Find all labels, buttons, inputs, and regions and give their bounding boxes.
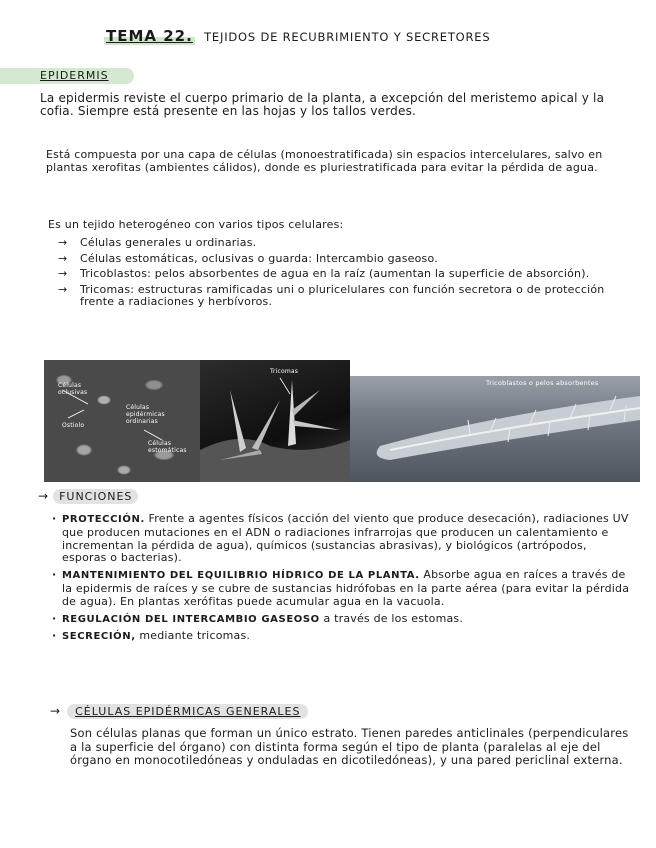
celulas-text: Son células planas que forman un único estrato. Tienen paredes anticlinales (perpendiculares a la superficie del órgano) con distinta forma según el tipo de planta (paralelas al eje del órgano en monocotiledóneas y onduladas en dicotiledóneas), y una pared periclinal externa. [70,726,629,767]
photo1-label: Células oclusivas [58,382,88,396]
epidermis-intro: La epidermis reviste el cuerpo primario de la planta, a excepción del meristemo apical y la cofia. Siempre está presente en las hojas y los tallos verdes. [40,91,605,118]
photo1-label: Células estomáticas [148,440,187,454]
root-hair-micrograph [350,376,640,482]
list-item: → Células estomáticas, oclusivas o guarda: Intercambio gaseoso. [58,253,624,266]
list-item: · PROTECCIÓN. Frente a agentes físicos (acción del viento que produce desecación), radiaciones UV que producen mutaciones en el ADN o radiaciones infrarrojas que producen un calentamiento e incrementan la pérdida de agua), químicos (sustancias abrasivas), y biológicos (artrópodos, esporas o bacterias). [52,513,632,565]
stomata-micrograph [44,360,200,482]
cell-types-list [58,237,624,312]
list-item: → Tricoblastos: pelos absorbentes de agua en la raíz (aumentan la superficie de absorción). [58,268,624,281]
title-text: TEJIDOS DE RECUBRIMIENTO Y SECRETORES [204,30,491,44]
epidermis-composition: Está compuesta por una capa de células (monoestratificada) sin espacios intercelulares, salvo en plantas xerofitas (ambientes cálidos), donde es pluriestratificada para evitar la pérdida de agua. [46,148,603,174]
list-item: → Células generales u ordinarias. [58,237,624,250]
list-item: · REGULACIÓN DEL INTERCAMBIO GASEOSO a través de los estomas. [52,613,632,627]
list-item: · MANTENIMIENTO DEL EQUILIBRIO HÍDRICO DE LA PLANTA. Absorbe agua en raíces a través de la epidermis de raíces y se cubre de sustancias hidrófobas en la parte aérea (para evitar la pérdida de agua). En plantas xerófitas puede acumular agua en la vacuola. [52,569,632,608]
arrow-icon: → [38,489,50,503]
photo1-label: Ostiolo [62,422,85,429]
photo1-label: Células epidérmicas ordinarias [126,404,165,425]
funciones-list [52,513,632,648]
list-item: → Tricomas: estructuras ramificadas uni o pluricelulares con función secretora o de protección frente a radiaciones y herbívoros. [58,284,624,309]
trichome-micrograph [200,360,350,482]
title-number: TEMA 22. [106,27,193,45]
funciones-heading: → FUNCIONES [38,489,138,503]
epidermis-heading: EPIDERMIS [0,68,134,84]
epidermis-heterogeneous: Es un tejido heterogéneo con varios tipos celulares: [48,218,344,231]
photo3-label: Tricoblastos o pelos absorbentes [486,379,599,387]
photo2-label: Tricomas [270,368,299,375]
page-title [104,26,490,45]
arrow-icon: → [50,704,62,718]
list-item: · SECRECIÓN, mediante tricomas. [52,630,632,644]
celulas-heading: → CÉLULAS EPIDÉRMICAS GENERALES [50,704,308,718]
